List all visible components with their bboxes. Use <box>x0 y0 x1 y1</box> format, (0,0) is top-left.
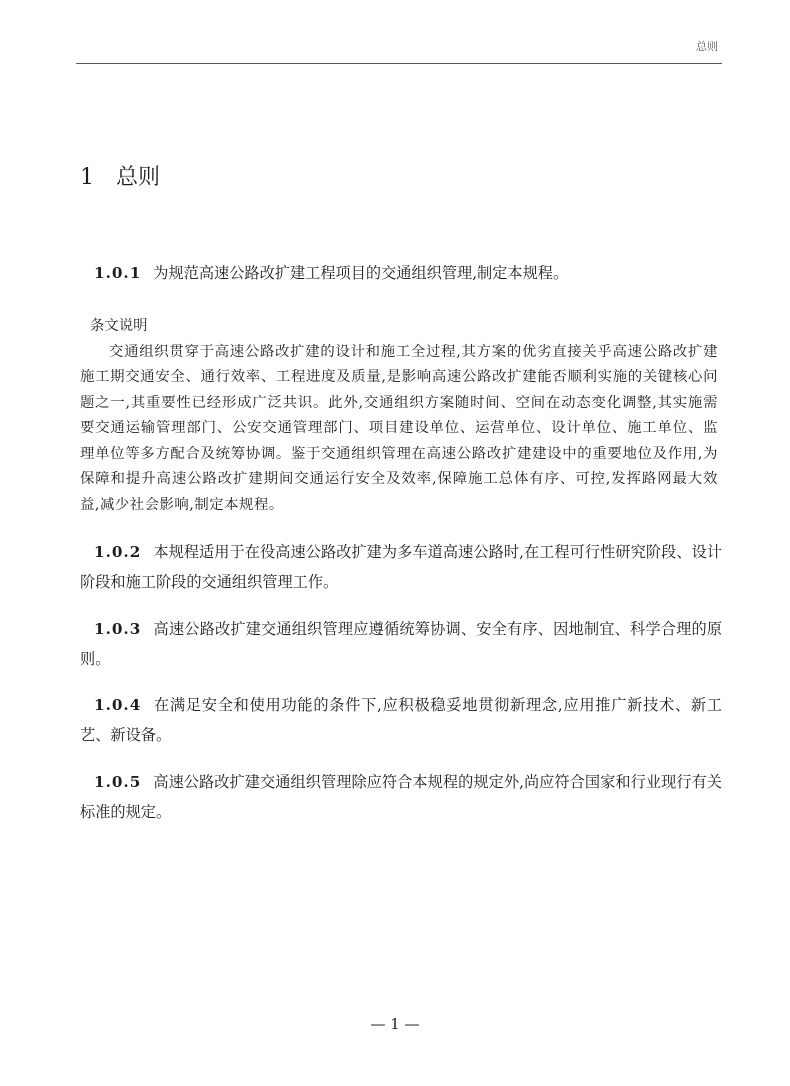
clause-1-0-2 <box>80 537 722 597</box>
clause-text: 高速公路改扩建交通组织管理应遵循统筹协调、安全有序、因地制宜、科学合理的原则。 <box>80 620 722 668</box>
clause-1-0-3 <box>80 614 722 674</box>
explanation-heading: 条文说明 <box>90 318 148 334</box>
clause-number: 1.0.3 <box>94 620 142 638</box>
clause-1-0-4 <box>80 690 722 750</box>
clause-number: 1.0.1 <box>94 264 142 282</box>
clause-number: 1.0.5 <box>94 773 142 791</box>
clause-text: 高速公路改扩建交通组织管理除应符合本规程的规定外,尚应符合国家和行业现行有关标准的规定。 <box>80 773 722 821</box>
chapter-title <box>80 160 160 191</box>
clause-1-0-5 <box>80 767 722 827</box>
clause-number: 1.0.4 <box>94 696 142 714</box>
page-number: — 1 — <box>370 1015 420 1033</box>
clause-text: 本规程适用于在役高速公路改扩建为多车道高速公路时,在工程可行性研究阶段、设计阶段和施工阶段的交通组织管理工作。 <box>80 543 722 591</box>
header-rule <box>76 63 722 64</box>
chapter-number: 1 <box>80 165 94 190</box>
running-header-title: 总则 <box>696 40 718 53</box>
clause-explanation <box>80 314 718 518</box>
explanation-body: 交通组织贯穿于高速公路改扩建的设计和施工全过程,其方案的优劣直接关乎高速公路改扩建施工期交通安全、通行效率、工程进度及质量,是影响高速公路改扩建能否顺利实施的关键核心问题之一,其重要性已经形成广泛共识。此外,交通组织方案随时间、空间在动态变化调整,其实施需要交通运输管理部门、公安交通管理部门、项目建设单位、运营单位、设计单位、施工单位、监理单位等多方配合及统筹协调。鉴于交通组织管理在高速公路改扩建建设中的重要地位及作用,为保障和提升高速公路改扩建期间交通运行安全及效率,保障施工总体有序、可控,发挥路网最大效益,减少社会影响,制定本规程。 <box>80 343 718 513</box>
chapter-title-text: 总则 <box>116 165 161 190</box>
clause-text: 在满足安全和使用功能的条件下,应积极稳妥地贯彻新理念,应用推广新技术、新工艺、新设备。 <box>80 696 722 744</box>
clause-number: 1.0.2 <box>94 543 142 561</box>
clause-text: 为规范高速公路改扩建工程项目的交通组织管理,制定本规程。 <box>153 264 569 282</box>
clause-1-0-1 <box>80 258 722 288</box>
